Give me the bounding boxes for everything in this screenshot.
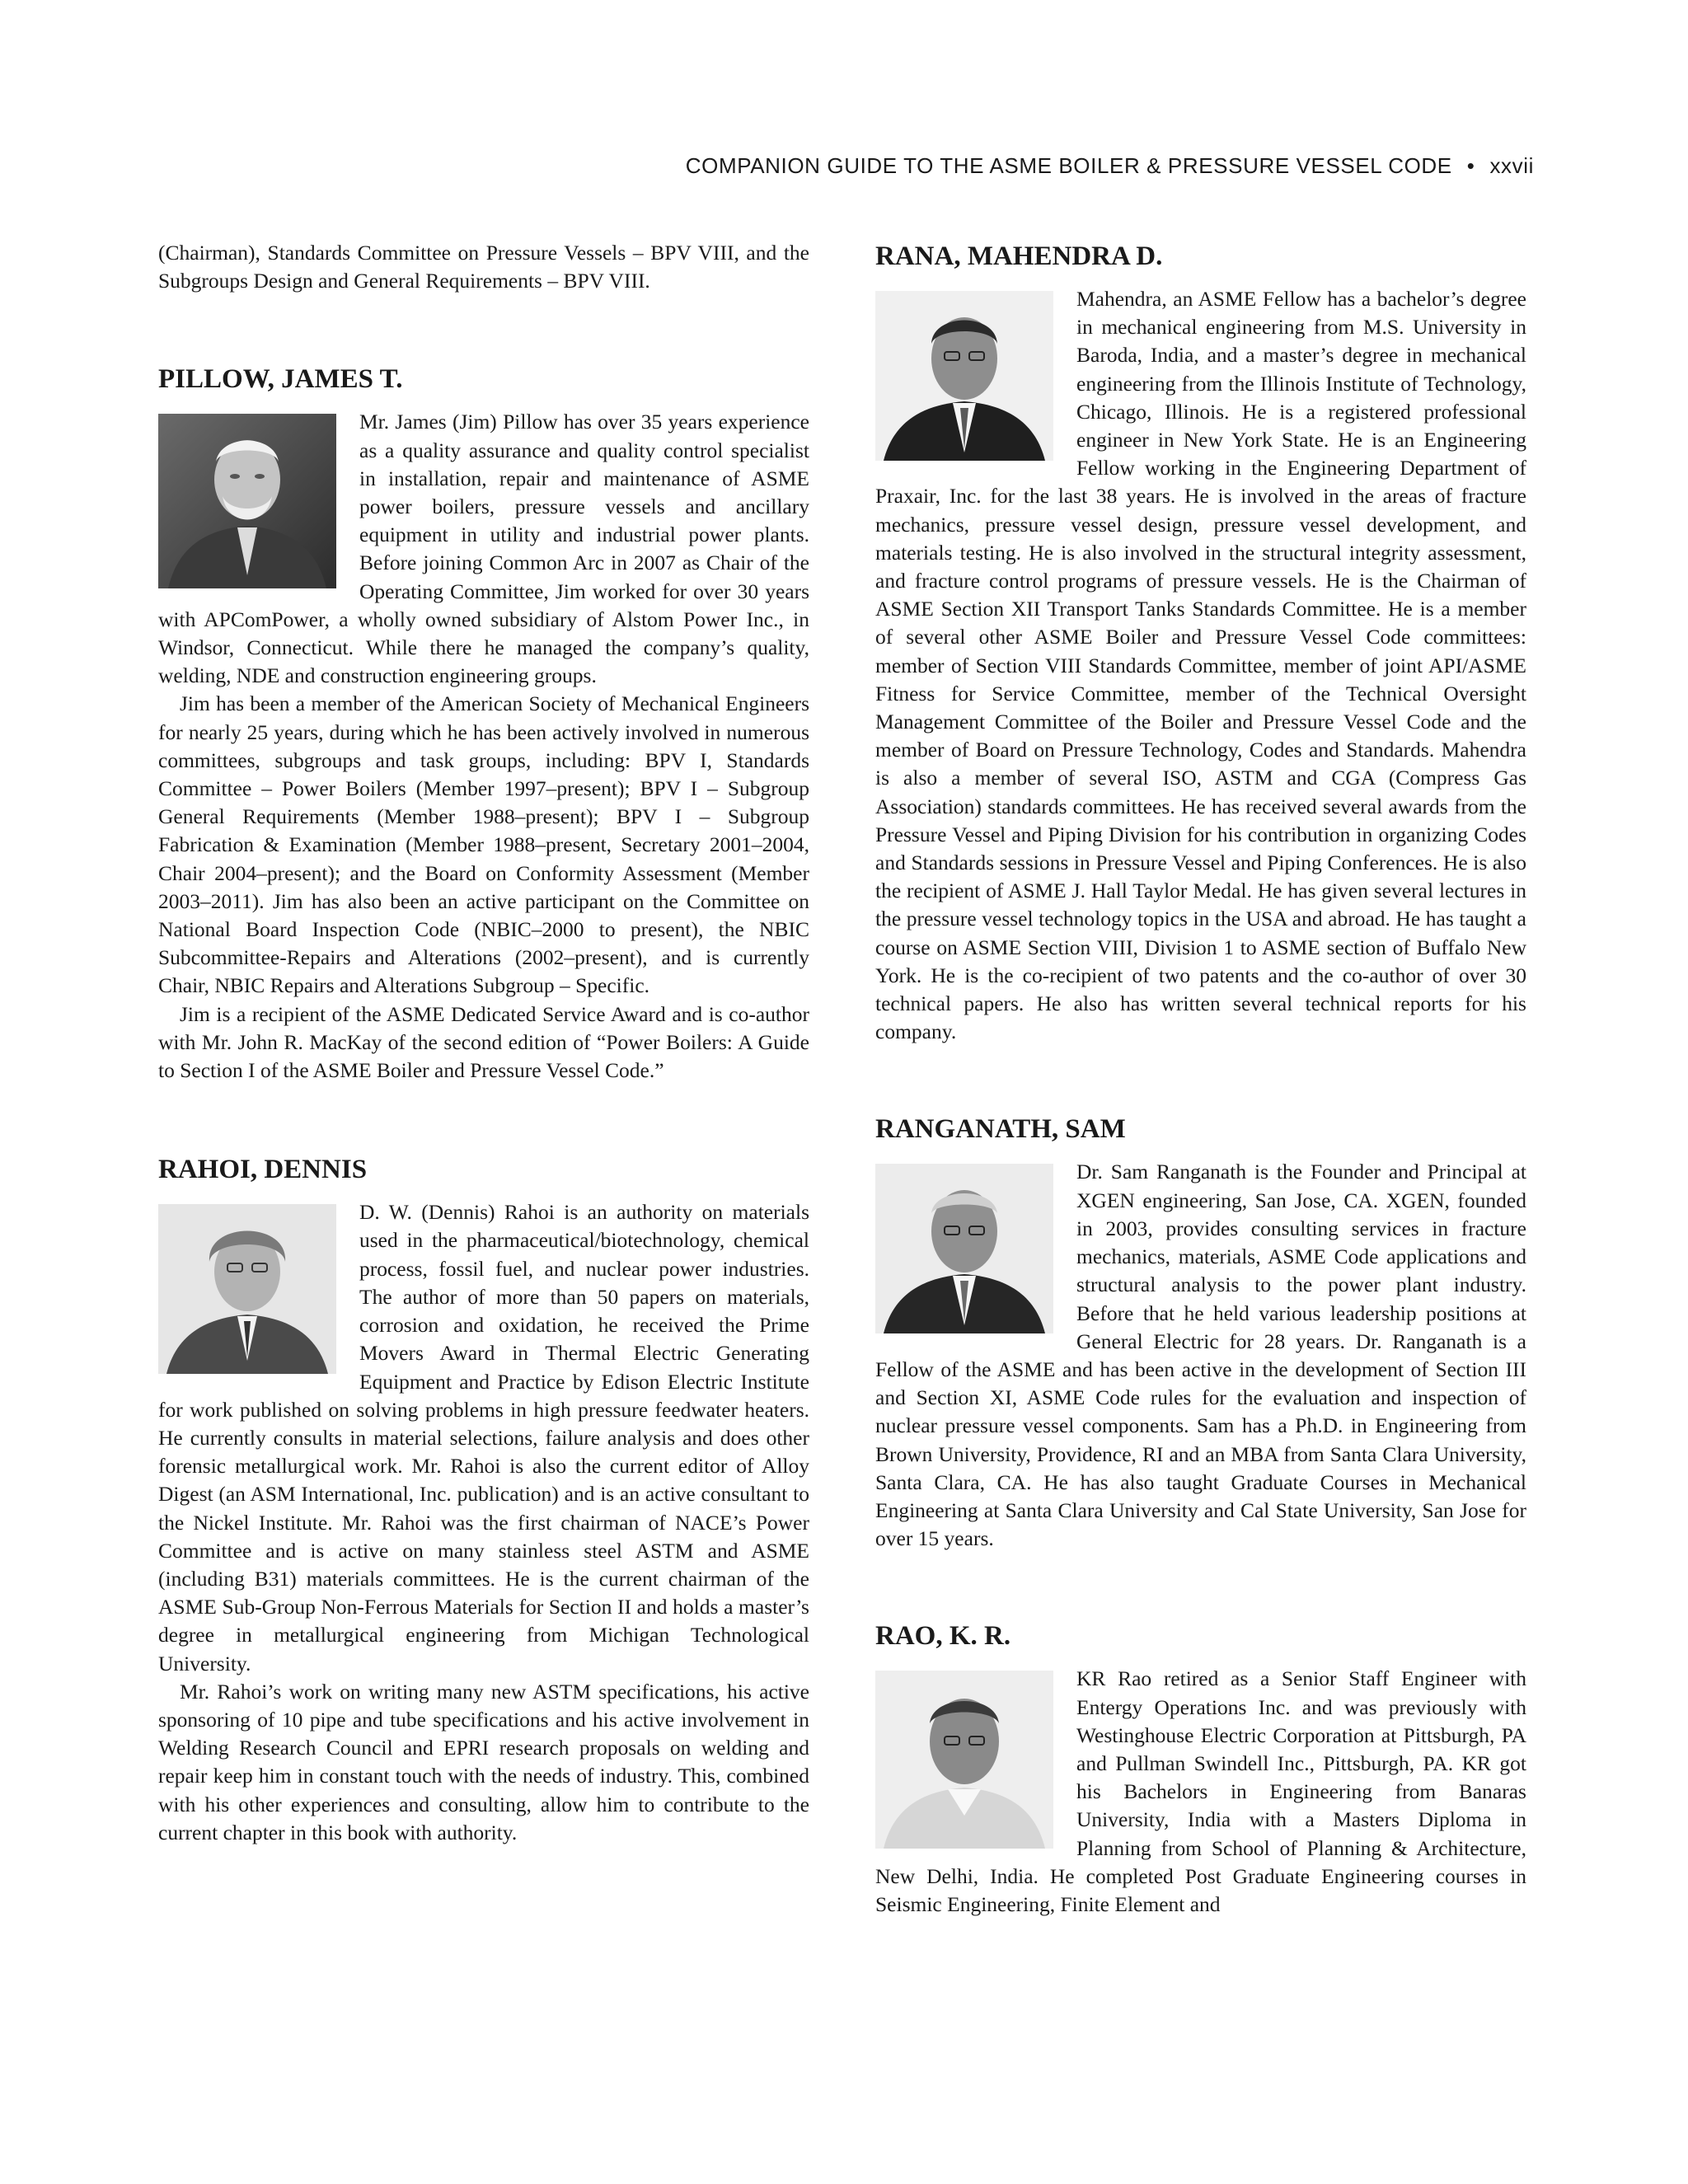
bio-paragraph: Jim has been a member of the American Society of Mechanical Engineers for nearly 25 years, during which he has been actively involved in numerous committees, subgroups and task groups, including: BPV I, Standards Committee – Power Boilers (Member 1997–present); BPV I – Subgroup General Requirements (Member 1988–present); BPV I – Subgroup Fabrication & Examination (Member 1988–present, Secretary 2001–2004, Chair 2004–present); and the Board on Conformity Assessment (Member 2003–2011). Jim has also been an active participant on the Committee on National Board Inspection Code (NBIC–2000 to present), the NBIC Subcommittee-Repairs and Alterations (2002–present), and is currently Chair, NBIC Repairs and Alterations Subgroup – Specific. bbox=[158, 691, 809, 998]
bio-pillow bbox=[158, 362, 809, 1085]
book-title: COMPANION GUIDE TO THE ASME BOILER & PRESSURE VESSEL CODE bbox=[685, 153, 1452, 178]
portrait-photo bbox=[875, 1671, 1053, 1849]
bio-paragraph: Jim is a recipient of the ASME Dedicated Service Award and is co-author with Mr. John R. MacKay of the second edition of “Power Boilers: A Guide to Section I of the ASME Boiler and Pressure Vessel Code.” bbox=[158, 1001, 809, 1083]
bio-rao bbox=[875, 1619, 1526, 1919]
bio-paragraph: Mahendra, an ASME Fellow has a bachelor’s degree in mechanical engineering from M.S. University in Baroda, India, and a master’s degree in mechanical engineering from the Illinois Institute of Technology, Chicago, Illinois. He is a registered professional engineer in New York State. He is an Engineering Fellow working in the Engineering Department of Praxair, Inc. for the last 38 years. He is involved in the areas of fracture mechanics, pressure vessel design, pressure vessel development, and materials testing. He is also involved in the structural integrity assessment, and fracture control programs of pressure vessels. He is the Chairman of ASME Section XII Transport Tanks Standards Committee. He is a member of several other ASME Boiler and Pressure Vessel Code committees: member of Section VIII Standards Committee, member of joint API/ASME Fitness for Service Committee, member of the Technical Oversight Management Committee of the Boiler and Pressure Vessel Code and the member of Board on Pressure Technology, Codes and Standards. Mahendra is also a member of several ISO, ASTM and CGA (Compress Gas Association) standards committees. He has received several awards from the Pressure Vessel and Piping Division for his contribution in organizing Codes and Standards sessions in Pressure Vessel and Piping Conferences. He is also the recipient of ASME J. Hall Taylor Medal. He has given several lectures in the pressure vessel technology topics in the USA and abroad. He has taught a course on ASME Section VIII, Division 1 to ASME section of Buffalo New York. He is the co-recipient of two patents and the co-author of over 30 technical papers. He also has written several technical reports for his company. bbox=[875, 287, 1526, 1044]
continued-paragraph: (Chairman), Standards Committee on Pressure Vessels – BPV VIII, and the Subgroups Design and General Requirements – BPV VIII. bbox=[158, 241, 809, 293]
portrait-photo bbox=[875, 291, 1053, 461]
bio-name: RANGANATH, SAM bbox=[875, 1114, 1126, 1145]
portrait-photo bbox=[875, 1164, 1053, 1333]
bio-name: RAO, K. R. bbox=[875, 1621, 1011, 1652]
bio-paragraph: D. W. (Dennis) Rahoi is an authority on materials used in the pharmaceutical/biotechnology, chemical process, fossil fuel, and nuclear power industries. The author of more than 50 papers on materials, corrosion and oxidation, he received the Prime Movers Award in Thermal Electric Generating Equipment and Practice by Edison Electric Institute for work published on solving problems in high pressure feedwater heaters. He currently consults in material selections, failure analysis and does other forensic metallurgical work. Mr. Rahoi is also the current editor of Alloy Digest (an ASM International, Inc. publication) and is an active consultant to the Nickel Institute. Mr. Rahoi was the first chairman of NACE’s Power Committee and is active on many stainless steel ASTM and ASME (including B31) materials committees. He is the current chairman of the ASME Sub-Group Non-Ferrous Materials for Section II and holds a master’s degree in metallurgical engineering from Michigan Technological University. bbox=[158, 1200, 809, 1675]
bio-name: PILLOW, JAMES T. bbox=[158, 364, 403, 395]
bio-paragraph: Mr. Rahoi’s work on writing many new ASTM specifications, his active sponsoring of 10 pipe and tube specifications and his active involvement in Welding Research Council and EPRI research proposals on welding and repair keep him in constant touch with the needs of industry. This, combined with his other experiences and consulting, allow him to contribute to the current chapter in this book with authority. bbox=[158, 1679, 809, 1844]
bio-paragraph: Mr. James (Jim) Pillow has over 35 years experience as a quality assurance and quality control specialist in installation, repair and maintenance of ASME power boilers, pressure vessels and ancillary equipment in utility and industrial power plants. Before joining Common Arc in 2007 as Chair of the Operating Committee, Jim worked for over 30 years with APComPower, a wholly owned subsidiary of Alstom Power Inc., in Windsor, Connecticut. While there he managed the company’s quality, welding, NDE and construction engineering groups. bbox=[158, 410, 809, 688]
page-number: xxvii bbox=[1489, 153, 1534, 178]
right-column bbox=[875, 239, 1526, 1919]
bio-paragraph: Dr. Sam Ranganath is the Founder and Principal at XGEN engineering, San Jose, CA. XGEN, founded in 2003, provides consulting services in fracture mechanics, materials, ASME Code applications and structural analysis to the power plant industry. Before that he held various leadership positions at General Electric for 28 years. Dr. Ranganath is a Fellow of the ASME and has been active in the development of Section III and Section XI, ASME Code rules for the evaluation and inspection of nuclear pressure vessel components. Sam has a Ph.D. in Engineering from Brown University, Providence, RI and an MBA from Santa Clara University, Santa Clara, CA. He has also taught Graduate Courses in Mechanical Engineering at Santa Clara University and Cal State University, San Jose for over 15 years. bbox=[875, 1160, 1526, 1551]
bio-name: RAHOI, DENNIS bbox=[158, 1155, 368, 1185]
running-head bbox=[686, 153, 1534, 179]
bio-paragraph: KR Rao retired as a Senior Staff Engineer with Entergy Operations Inc. and was previously with Westinghouse Electric Corporation at Pittsburgh, PA and Pullman Swindell Inc., Pittsburgh, PA. KR got his Bachelors in Engineering from Banaras University, India with a Masters Diploma in Planning from School of Planning & Architecture, New Delhi, India. He completed Post Graduate Engineering courses in Seismic Engineering, Finite Element and bbox=[875, 1666, 1526, 1916]
left-column bbox=[158, 239, 809, 1847]
bio-rahoi bbox=[158, 1152, 809, 1847]
bullet-separator: • bbox=[1466, 153, 1475, 178]
bio-ranganath bbox=[875, 1112, 1526, 1553]
bio-name: RANA, MAHENDRA D. bbox=[875, 241, 1163, 271]
portrait-photo bbox=[158, 1204, 336, 1374]
portrait-photo bbox=[158, 414, 336, 588]
bio-rana bbox=[875, 239, 1526, 1046]
